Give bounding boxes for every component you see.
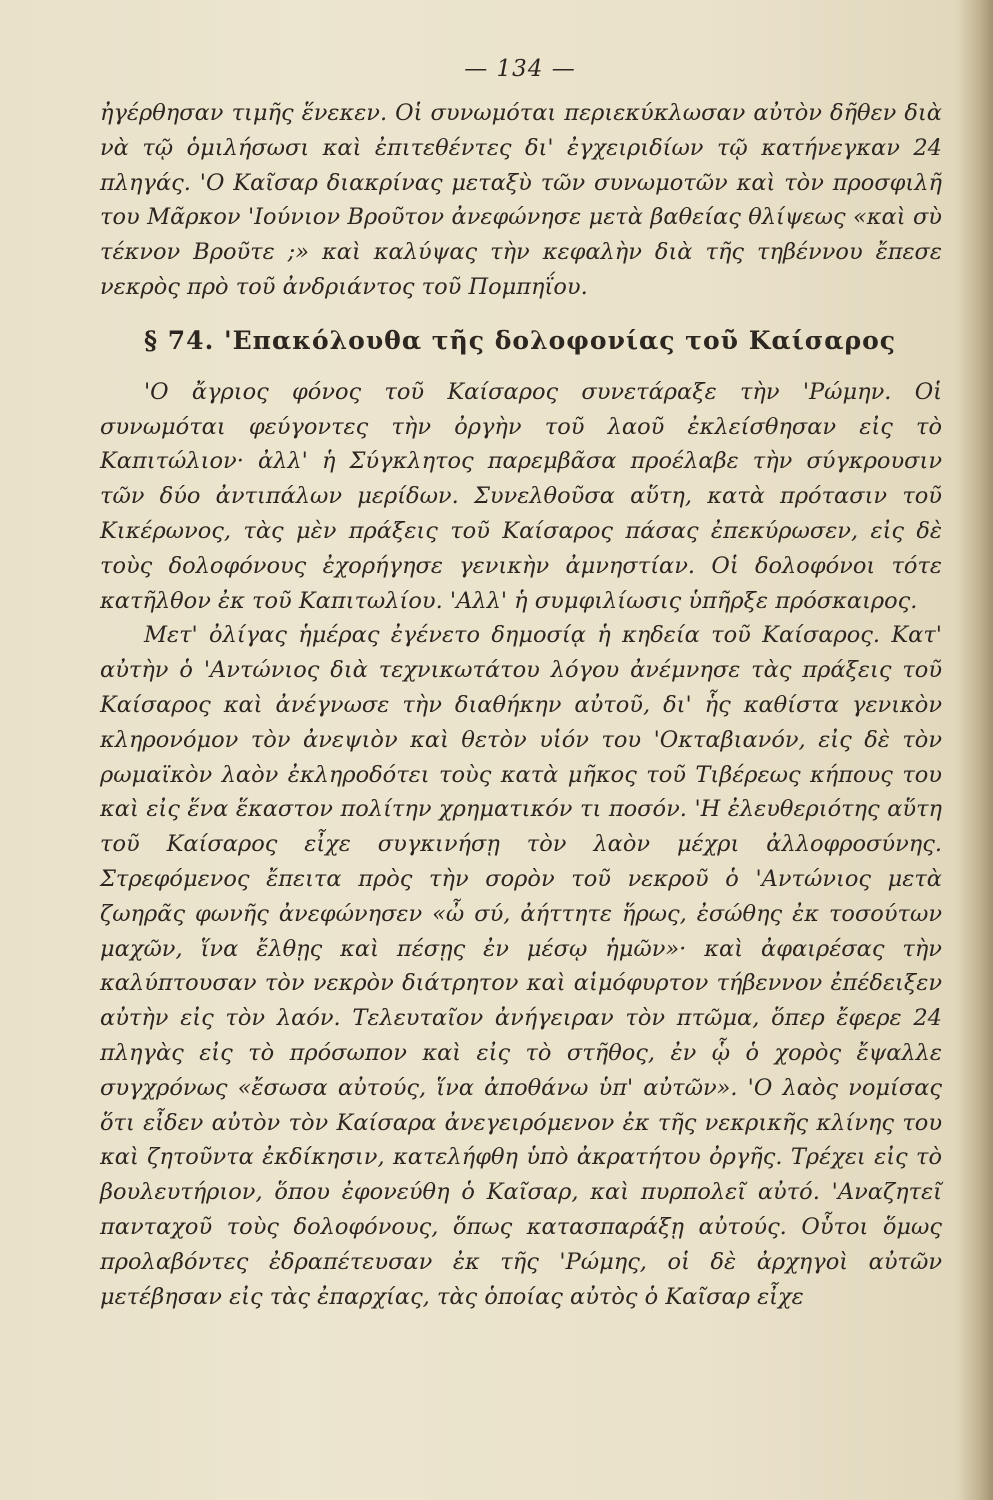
text-block [100,96,942,1314]
page-edge-shadow [959,0,993,1500]
section-heading: § 74. 'Επακόλουθα τῆς δολοφονίας τοῦ Καίσαρος [144,325,896,355]
page-number: — 134 — [464,56,576,82]
paragraph-2: 'Ο ἄγριος φόνος τοῦ Καίσαρος συνετάραξε τὴν 'Ρώμην. Οἱ συνωμόται φεύγοντες τὴν ὀργὴν τοῦ λαοῦ ἐκλείσθησαν εἰς τὸ Καπιτώλιον· ἀλλ' ἡ Σύγκλητος παρεμβᾶσα προέλαβε τὴν σύγκρουσιν τῶν δύο ἀντιπάλων μερίδων. Συνελθοῦσα αὕτη, κατὰ πρότασιν τοῦ Κικέρωνος, τὰς μὲν πράξεις τοῦ Καίσαρος πάσας ἐπεκύρωσεν, εἰς δὲ τοὺς δολοφόνους ἐχορήγησε γενικὴν ἀμνηστίαν. Οἱ δολοφόνοι τότε κατῆλθον ἐκ τοῦ Καπιτωλίου. 'Αλλ' ἡ συμφιλίωσις ὑπῆρξε πρόσκαιρος. [100,378,942,614]
paragraph-1: ἠγέρθησαν τιμῆς ἕνεκεν. Οἱ συνωμόται περιεκύκλωσαν αὐτὸν δῆθεν διὰ νὰ τῷ ὁμιλήσωσι καὶ ἐπιτεθέντες δι' ἐγχειριδίων τῷ κατήνεγκαν 24 πληγάς. 'Ο Καῖσαρ διακρίνας μεταξὺ τῶν συνωμοτῶν καὶ τὸν προσφιλῆ του Μᾶρκον 'Ιούνιον Βροῦτον ἀνεφώνησε μετὰ βαθείας θλίψεως «καὶ σὺ τέκνον Βροῦτε ;» καὶ καλύψας τὴν κεφαλὴν διὰ τῆς τηβέννου ἔπεσε νεκρὸς πρὸ τοῦ ἀνδριάντος τοῦ Πομπηΐου. [100,100,942,300]
paragraph-3: Μετ' ὀλίγας ἡμέρας ἐγένετο δημοσίᾳ ἡ κηδεία τοῦ Καίσαρος. Κατ' αὐτὴν ὁ 'Αντώνιος διὰ τεχνικωτάτου λόγου ἀνέμνησε τὰς πράξεις τοῦ Καίσαρος καὶ ἀνέγνωσε τὴν διαθήκην αὐτοῦ, δι' ἧς καθίστα γενικὸν κληρονόμον τὸν ἀνεψιὸν καὶ θετὸν υἱόν του 'Οκταβιανόν, εἰς δὲ τὸν ρωμαϊκὸν λαὸν ἐκληροδότει τοὺς κατὰ μῆκος τοῦ Τιβέρεως κήπους του καὶ εἰς ἕνα ἕκαστον πολίτην χρηματικόν τι ποσόν. 'Η ἐλευθεριότης αὕτη τοῦ Καίσαρος εἶχε συγκινήσῃ τὸν λαὸν μέχρι ἀλλοφροσύνης. Στρεφόμενος ἔπειτα πρὸς τὴν σορὸν τοῦ νεκροῦ ὁ 'Αντώνιος μετὰ ζωηρᾶς φωνῆς ἀνεφώνησεν «ὦ σύ, ἀήττητε ἥρως, ἐσώθης ἐκ τοσούτων μαχῶν, ἵνα ἔλθῃς καὶ πέσῃς ἐν μέσῳ ἡμῶν»· καὶ ἀφαιρέσας τὴν καλύπτουσαν τὸν νεκρὸν διάτρητον καὶ αἱμόφυρτον τήβεννον ἐπέδειξεν αὐτὴν εἰς τὸν λαόν. Τελευταῖον ἀνήγειραν τὸν πτῶμα, ὅπερ ἔφερε 24 πληγὰς εἰς τὸ πρόσωπον καὶ εἰς τὸ στῆθος, ἐν ᾧ ὁ χορὸς ἔψαλλε συγχρόνως «ἔσωσα αὐτούς, ἵνα ἀποθάνω ὑπ' αὐτῶν». 'Ο λαὸς νομίσας ὅτι εἶδεν αὐτὸν τὸν Καίσαρα ἀνεγειρόμενον ἐκ τῆς νεκρικῆς κλίνης του καὶ ζητοῦντα ἐκδίκησιν, κατελήφθη ὑπὸ ἀκρατήτου ὀργῆς. Τρέχει εἰς τὸ βουλευτήριον, ὅπου ἐφονεύθη ὁ Καῖσαρ, καὶ πυρπολεῖ αὐτό. 'Αναζητεῖ πανταχοῦ τοὺς δολοφόνους, ὅπως κατασπαράξῃ αὐτούς. Οὗτοι ὅμως προλαβόντες ἐδραπέτευσαν ἐκ τῆς 'Ρώμης, οἱ δὲ ἀρχηγοὶ αὐτῶν μετέβησαν εἰς τὰς ἐπαρχίας, τὰς ὁποίας αὐτὸς ὁ Καῖσαρ εἶχε [100,622,942,1310]
